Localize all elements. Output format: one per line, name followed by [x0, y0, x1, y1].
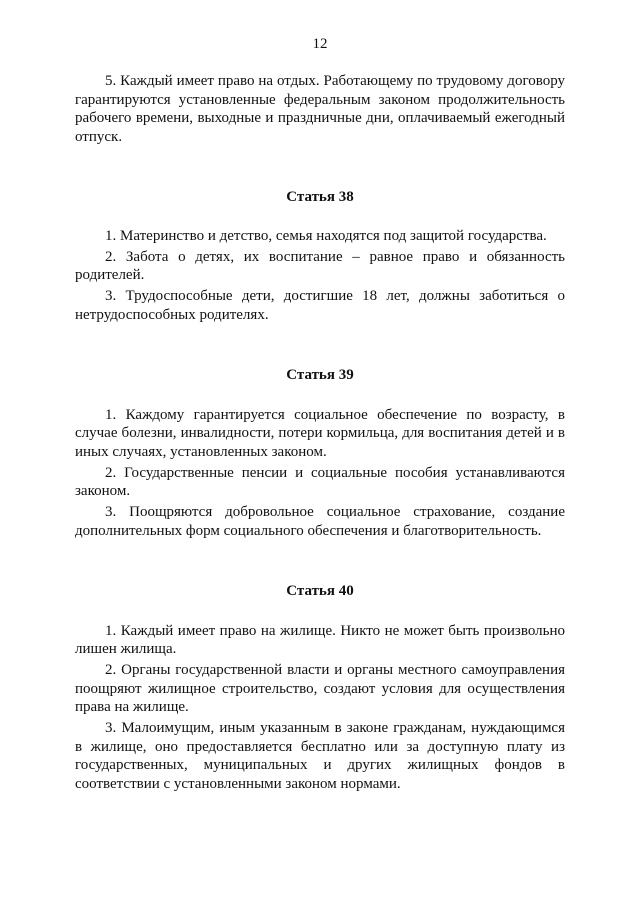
article-39-paragraph-3: 3. Поощряются добровольное социальное страхование, создание дополнительных форм социального обеспечения и благотворительность. — [75, 504, 565, 539]
article-38-paragraph-2: 2. Забота о детях, их воспитание – равное право и обязанность родителей. — [75, 248, 565, 283]
article-40 — [75, 582, 565, 793]
article-39-paragraph-1: 1. Каждому гарантируется социальное обеспечение по возрасту, в случае болезни, инвалидности, потери кормильца, для воспитания детей и в иных случаях, установленных законом. — [75, 406, 565, 460]
document-body — [75, 72, 565, 796]
article-38-title: Статья 38 — [286, 189, 354, 205]
article-40-paragraph-3: 3. Малоимущим, иным указанным в законе гражданам, нуждающимся в жилище, оно предоставляется бесплатно или за доступную плату из государственных, муниципальных и других жилищных фондов в соответствии с установленными законом нормами. — [75, 720, 565, 792]
article-39-title: Статья 39 — [286, 367, 354, 383]
article-39-paragraph-2: 2. Государственные пенсии и социальные пособия устанавливаются законом. — [75, 464, 565, 499]
article-39 — [75, 366, 565, 540]
article-40-title: Статья 40 — [286, 583, 354, 599]
article-40-paragraph-1: 1. Каждый имеет право на жилище. Никто не может быть произвольно лишен жилища. — [75, 622, 565, 657]
article-38-paragraph-1: 1. Материнство и детство, семья находятся под защитой государства. — [105, 227, 547, 244]
page-number: 12 — [312, 36, 328, 52]
article-38 — [75, 188, 565, 324]
intro-paragraph: 5. Каждый имеет право на отдых. Работающему по трудовому договору гарантируются установленные федеральным законом продолжительность рабочего времени, выходные и праздничные дни, оплачиваемый ежегодный отпуск. — [75, 73, 565, 145]
article-40-paragraph-2: 2. Органы государственной власти и органы местного самоуправления поощряют жилищное строительство, создают условия для осуществления права на жилище. — [75, 662, 565, 715]
article-38-paragraph-3: 3. Трудоспособные дети, достигшие 18 лет, должны заботиться о нетрудоспособных родителях. — [75, 288, 565, 323]
